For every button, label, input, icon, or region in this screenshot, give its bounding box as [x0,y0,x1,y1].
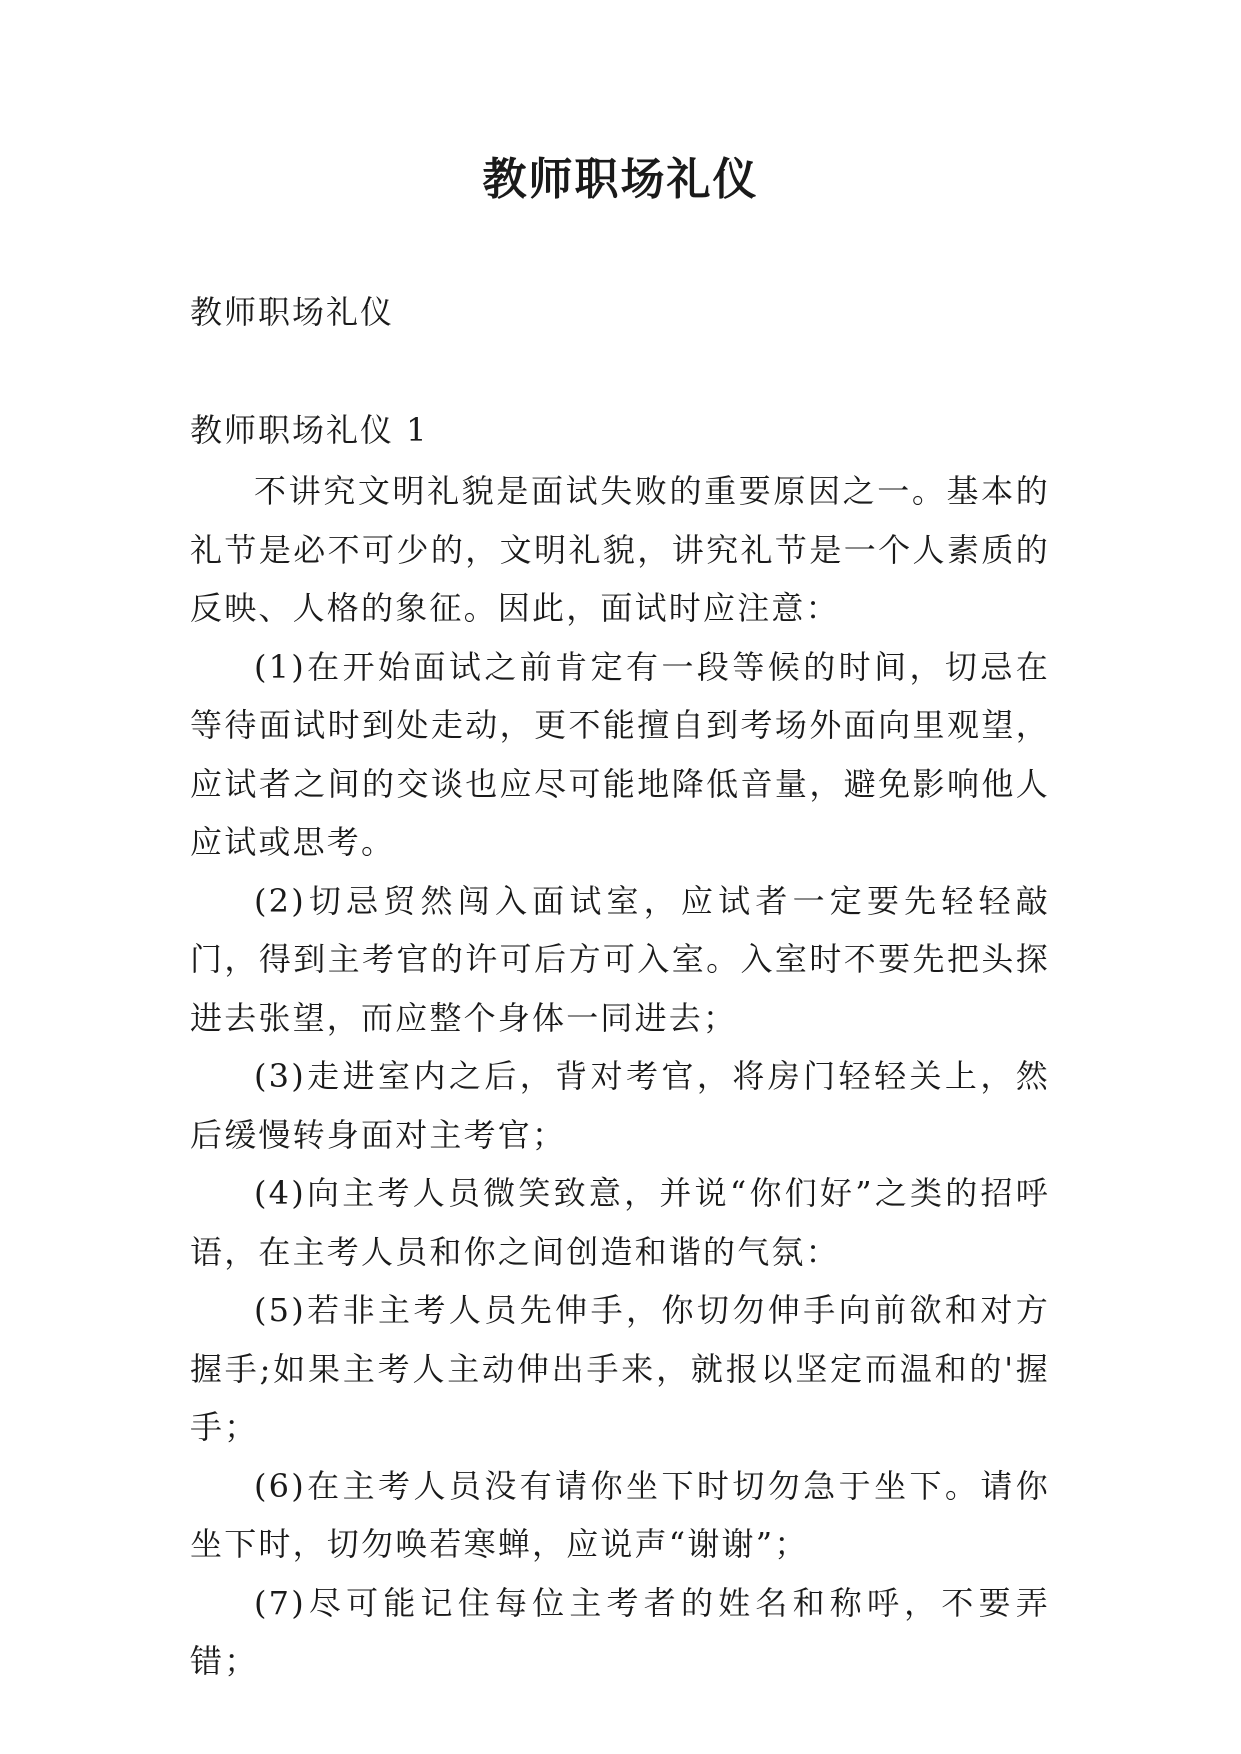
paragraph-item-2: (2)切忌贸然闯入面试室，应试者一定要先轻轻敲门，得到主考官的许可后方可入室。入室时不要先把头探进去张望，而应整个身体一同进去； [190,881,1050,1037]
paragraph-item-1: (1)在开始面试之前肯定有一段等候的时间，切忌在等待面试时到处走动，更不能擅自到考场外面向里观望，应试者之间的交谈也应尽可能地降低音量，避免影响他人应试或思考。 [190,647,1050,861]
section-heading: 教师职场礼仪 1 [190,411,429,449]
paragraph-item-3: (3)走进室内之后，背对考官，将房门轻轻关上，然后缓慢转身面对主考官； [190,1057,1050,1154]
paragraph-item-6: (6)在主考人员没有请你坐下时切勿急于坐下。请你坐下时，切勿唤若寒蝉，应说声“谢谢”； [190,1466,1050,1563]
body-text [190,462,1050,1691]
paragraph-intro: 不讲究文明礼貌是面试失败的重要原因之一。基本的礼节是必不可少的，文明礼貌，讲究礼节是一个人素质的反映、人格的象征。因此，面试时应注意： [190,472,1050,627]
document-subtitle: 教师职场礼仪 [190,293,395,331]
paragraph-item-5: (5)若非主考人员先伸手，你切勿伸手向前欲和对方握手;如果主考人主动伸出手来，就报以坚定而温和的'握手； [190,1291,1050,1446]
document-title: 教师职场礼仪 [482,154,759,205]
paragraph-item-4: (4)向主考人员微笑致意，并说“你们好”之类的招呼语，在主考人员和你之间创造和谐的气氛： [190,1174,1050,1271]
paragraph-item-7: (7)尽可能记住每位主考者的姓名和称呼，不要弄错； [190,1583,1050,1680]
